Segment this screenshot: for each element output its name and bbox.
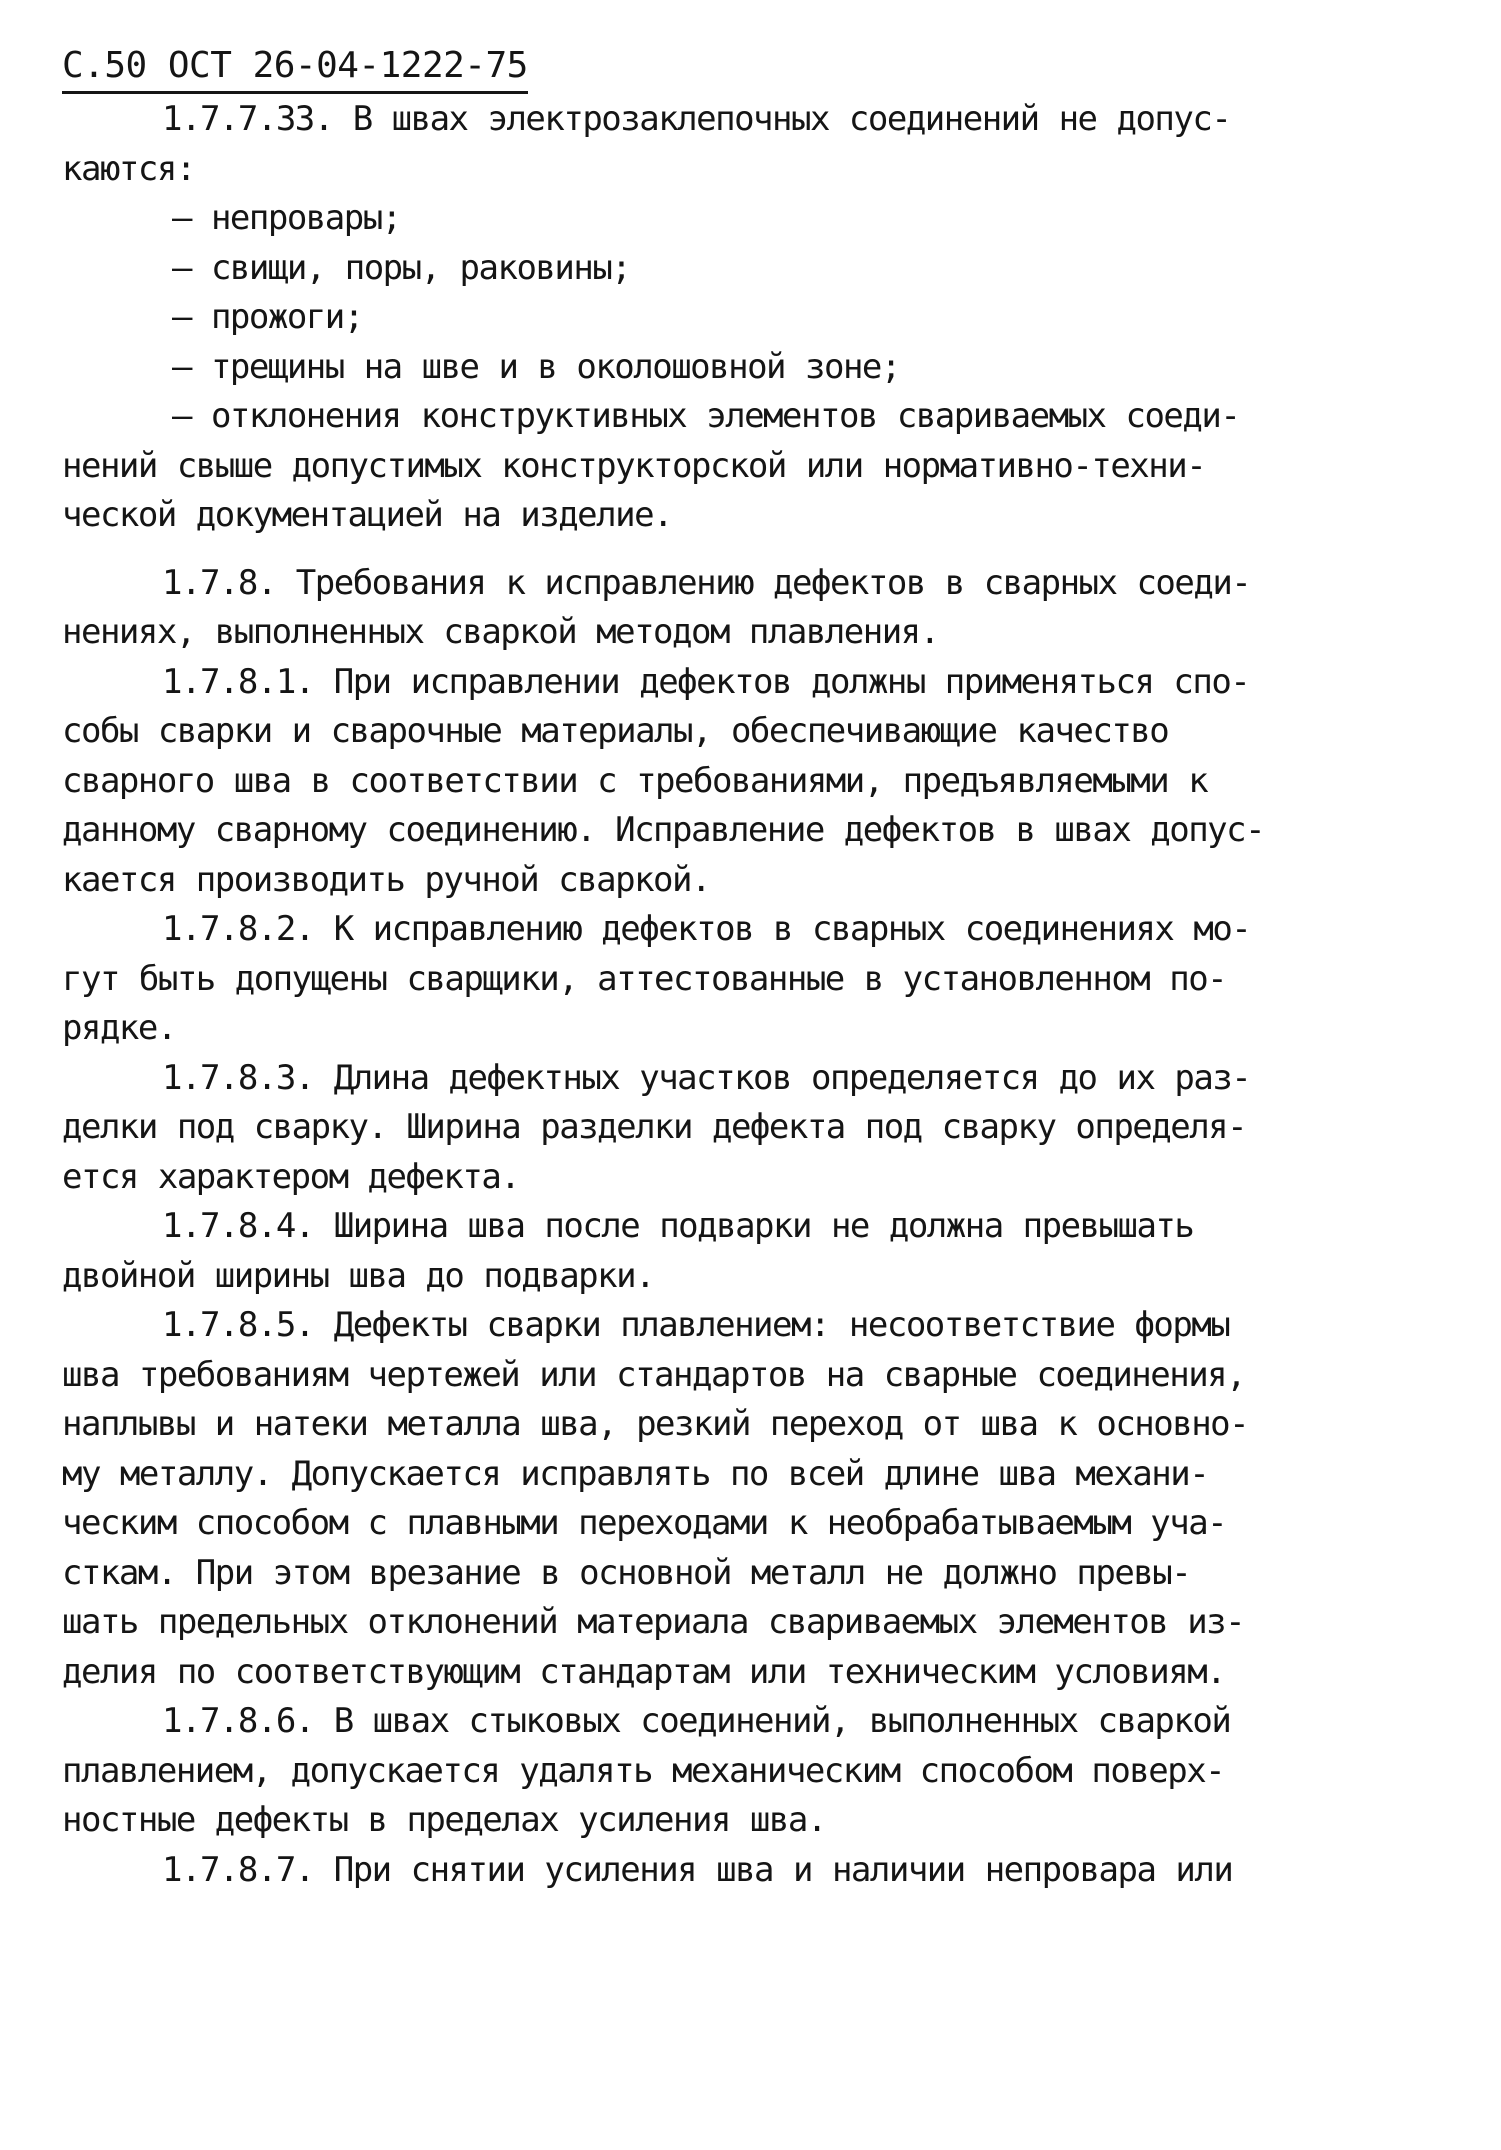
text-line: сварного шва в соответствии с требованиями, предъявляемыми к (62, 760, 1208, 801)
text-line: рядке. (62, 1008, 176, 1048)
text-line: 1.7.8.6. В швах стыковых соединений, выполненных сваркой (162, 1701, 1231, 1741)
section-1-7-8-7 (62, 1846, 1362, 1896)
text-line: 1.7.7.33. В швах электрозаклепочных соединений не допус- (162, 99, 1231, 139)
list-item: – отклонения конструктивных элементов свариваемых соеди- (172, 396, 1240, 436)
text-line: ческим способом с плавными переходами к необрабатываемым уча- (62, 1503, 1227, 1543)
text-line: 1.7.8.7. При снятии усиления шва и наличии непровара или (162, 1849, 1233, 1890)
list-item: – непровары; (172, 198, 401, 238)
text-line: ется характером дефекта. (62, 1156, 520, 1197)
section-1-7-8-2 (62, 905, 1362, 1054)
text-line: ческой документацией на изделие. (62, 495, 673, 535)
section-heading: нениях, выполненных сваркой методом плавления. (62, 612, 939, 652)
text-line: делки под сварку. Ширина разделки дефекта под сварку определя- (62, 1107, 1247, 1147)
text-line: нений свыше допустимых конструкторской или нормативно-техни- (62, 445, 1206, 486)
section-1-7-8-1 (62, 658, 1362, 906)
section-heading: 1.7.8. Требования к исправлению дефектов в сварных соеди- (162, 562, 1251, 603)
list-item: – трещины на шве и в околошовной зоне; (172, 346, 900, 387)
page-header (62, 44, 528, 94)
text-line: кается производить ручной сваркой. (62, 859, 710, 900)
text-line: шать предельных отклонений материала свариваемых элементов из- (62, 1602, 1245, 1642)
text-line: каются: (62, 148, 195, 189)
page-reference: С.50 ОСТ 26-04-1222-75 (62, 45, 528, 86)
section-1-7-7-33 (62, 95, 1362, 541)
text-line: двойной ширины шва до подварки. (62, 1255, 655, 1296)
section-1-7-8-4 (62, 1202, 1362, 1301)
text-line: шва требованиям чертежей или стандартов на сварные соединения, (62, 1354, 1246, 1395)
text-line: наплывы и натеки металла шва, резкий переход от шва к основно- (62, 1404, 1249, 1444)
text-line: гут быть допущены сварщики, аттестованные в установленном по- (62, 958, 1227, 999)
list-item: – прожоги; (172, 297, 363, 337)
text-line: 1.7.8.4. Ширина шва после подварки не должна превышать (162, 1206, 1194, 1246)
text-line: данному сварному соединению. Исправление дефектов в швах допус- (62, 810, 1265, 850)
text-line: 1.7.8.1. При исправлении дефектов должны применяться спо- (162, 661, 1250, 702)
section-1-7-8 (62, 559, 1362, 658)
text-line: делия по соответствующим стандартам или техническим условиям. (62, 1651, 1226, 1692)
paragraph-gap (62, 541, 1362, 559)
list-item: – свищи, поры, раковины; (172, 247, 631, 288)
text-line: плавлением, допускается удалять механическим способом поверх- (62, 1750, 1225, 1791)
text-line: 1.7.8.5. Дефекты сварки плавлением: несоответствие формы (162, 1305, 1230, 1345)
section-1-7-8-3 (62, 1054, 1362, 1203)
section-1-7-8-6 (62, 1697, 1362, 1846)
text-line: 1.7.8.3. Длина дефектных участков определяется до их раз- (162, 1057, 1251, 1098)
text-line: му металлу. Допускается исправлять по всей длине шва механи- (62, 1453, 1209, 1494)
text-line: 1.7.8.2. К исправлению дефектов в сварных соединениях мо- (162, 909, 1251, 949)
text-line: собы сварки и сварочные материалы, обеспечивающие качество (62, 711, 1169, 751)
text-line: ностные дефекты в пределах усиления шва. (62, 1800, 826, 1840)
section-1-7-8-5 (62, 1301, 1362, 1697)
document-body (62, 95, 1362, 1895)
text-line: сткам. При этом врезание в основной металл не должно превы- (62, 1552, 1191, 1593)
